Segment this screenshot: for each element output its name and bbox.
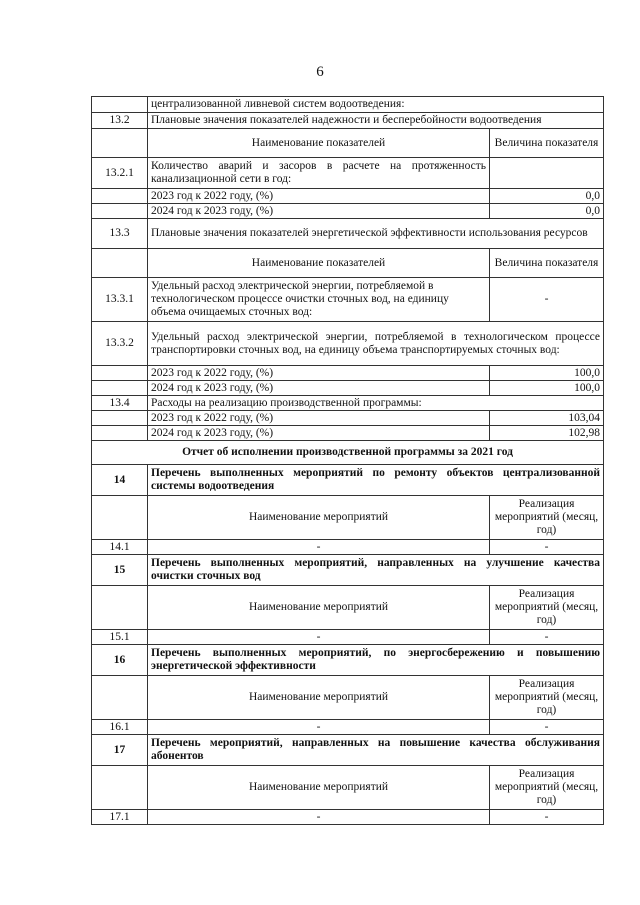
year-label: 2024 год к 2023 году, (%) bbox=[148, 381, 490, 396]
year-label: 2024 год к 2023 году, (%) bbox=[148, 204, 490, 219]
page-number: 6 bbox=[316, 64, 324, 80]
section-title: Перечень выполненных мероприятий, направленных на улучшение качества очистки сточных вод bbox=[148, 555, 604, 586]
year-value: 102,98 bbox=[490, 426, 604, 441]
measure-name: - bbox=[148, 720, 490, 735]
row-number: 17.1 bbox=[92, 810, 148, 825]
section-15-row bbox=[92, 555, 604, 586]
row-number: 14.1 bbox=[92, 540, 148, 555]
header-measures: Наименование мероприятий bbox=[148, 766, 490, 810]
section-number: 15 bbox=[92, 555, 148, 586]
year-label: 2024 год к 2023 году, (%) bbox=[148, 426, 490, 441]
table-row bbox=[92, 189, 604, 204]
year-value: 0,0 bbox=[490, 204, 604, 219]
measure-realization: - bbox=[490, 720, 604, 735]
section-13-3-1-row bbox=[92, 278, 604, 322]
header-realization: Реализация мероприятий (месяц, год) bbox=[490, 766, 604, 810]
section-number: 17 bbox=[92, 735, 148, 766]
table-row bbox=[92, 720, 604, 735]
header-realization: Реализация мероприятий (месяц, год) bbox=[490, 586, 604, 630]
program-table bbox=[91, 96, 604, 825]
section-number: 13.2.1 bbox=[92, 158, 148, 189]
indicator-name: Количество аварий и засоров в расчете на протяженность канализационной сети в год: bbox=[148, 158, 490, 189]
table-row bbox=[92, 540, 604, 555]
section-13-2-row bbox=[92, 113, 604, 129]
section-title: Перечень мероприятий, направленных на повышение качества обслуживания абонентов bbox=[148, 735, 604, 766]
table-row bbox=[92, 426, 604, 441]
year-value: 103,04 bbox=[490, 411, 604, 426]
section-number: 14 bbox=[92, 465, 148, 496]
table-row bbox=[92, 204, 604, 219]
section-13-3-2-row bbox=[92, 322, 604, 366]
year-label: 2023 год к 2022 году, (%) bbox=[148, 411, 490, 426]
row-number: 15.1 bbox=[92, 630, 148, 645]
section-16-row bbox=[92, 645, 604, 676]
indicator-value bbox=[490, 158, 604, 189]
section-number: 13.2 bbox=[92, 113, 148, 129]
measure-realization: - bbox=[490, 810, 604, 825]
measure-name: - bbox=[148, 810, 490, 825]
measure-name: - bbox=[148, 630, 490, 645]
table-row bbox=[92, 97, 604, 113]
section-14-row bbox=[92, 465, 604, 496]
header-realization: Реализация мероприятий (месяц, год) bbox=[490, 496, 604, 540]
header-measures: Наименование мероприятий bbox=[148, 676, 490, 720]
report-title: Отчет об исполнении производственной программы за 2021 год bbox=[92, 441, 604, 465]
year-value: 100,0 bbox=[490, 381, 604, 396]
measure-realization: - bbox=[490, 540, 604, 555]
column-header-row bbox=[92, 586, 604, 630]
column-header-row bbox=[92, 676, 604, 720]
report-title-row bbox=[92, 441, 604, 465]
table-row bbox=[92, 630, 604, 645]
section-13-4-row bbox=[92, 396, 604, 411]
row-number: 16.1 bbox=[92, 720, 148, 735]
column-header-row bbox=[92, 766, 604, 810]
year-value: 100,0 bbox=[490, 366, 604, 381]
year-label: 2023 год к 2022 году, (%) bbox=[148, 189, 490, 204]
column-header-row bbox=[92, 129, 604, 158]
section-13-2-1-row bbox=[92, 158, 604, 189]
indicator-value: - bbox=[490, 278, 604, 322]
header-measures: Наименование мероприятий bbox=[148, 496, 490, 540]
year-label: 2023 год к 2022 году, (%) bbox=[148, 366, 490, 381]
header-value: Величина показателя bbox=[490, 249, 604, 278]
measure-name: - bbox=[148, 540, 490, 555]
column-header-row bbox=[92, 496, 604, 540]
header-name: Наименование показателей bbox=[148, 249, 490, 278]
table-row bbox=[92, 411, 604, 426]
table-row bbox=[92, 381, 604, 396]
table-row bbox=[92, 810, 604, 825]
section-number: 13.3.1 bbox=[92, 278, 148, 322]
measure-realization: - bbox=[490, 630, 604, 645]
indicator-name: Удельный расход электрической энергии, потребляемой в технологическом процессе транспортировки сточных вод, на единицу объема транспортируемых сточных вод: bbox=[148, 322, 604, 366]
section-17-row bbox=[92, 735, 604, 766]
year-value: 0,0 bbox=[490, 189, 604, 204]
section-title: Перечень выполненных мероприятий по ремонту объектов централизованной системы водоотведения bbox=[148, 465, 604, 496]
indicator-name: Удельный расход электрической энергии, потребляемой в технологическом процессе очистки сточных вод, на единицу объема очищаемых сточных вод: bbox=[148, 278, 490, 322]
row-text: централизованной ливневой систем водоотведения: bbox=[148, 97, 604, 113]
header-measures: Наименование мероприятий bbox=[148, 586, 490, 630]
header-name: Наименование показателей bbox=[148, 129, 490, 158]
header-realization: Реализация мероприятий (месяц, год) bbox=[490, 676, 604, 720]
section-number: 13.3.2 bbox=[92, 322, 148, 366]
section-number: 16 bbox=[92, 645, 148, 676]
section-title: Плановые значения показателей надежности и бесперебойности водоотведения bbox=[148, 113, 604, 129]
section-title: Перечень выполненных мероприятий, по энергосбережению и повышению энергетической эффективности bbox=[148, 645, 604, 676]
header-value: Величина показателя bbox=[490, 129, 604, 158]
section-number: 13.4 bbox=[92, 396, 148, 411]
section-13-3-row bbox=[92, 219, 604, 249]
section-title: Плановые значения показателей энергетической эффективности использования ресурсов bbox=[148, 219, 604, 249]
section-number: 13.3 bbox=[92, 219, 148, 249]
table-row bbox=[92, 366, 604, 381]
section-title: Расходы на реализацию производственной программы: bbox=[148, 396, 604, 411]
column-header-row bbox=[92, 249, 604, 278]
